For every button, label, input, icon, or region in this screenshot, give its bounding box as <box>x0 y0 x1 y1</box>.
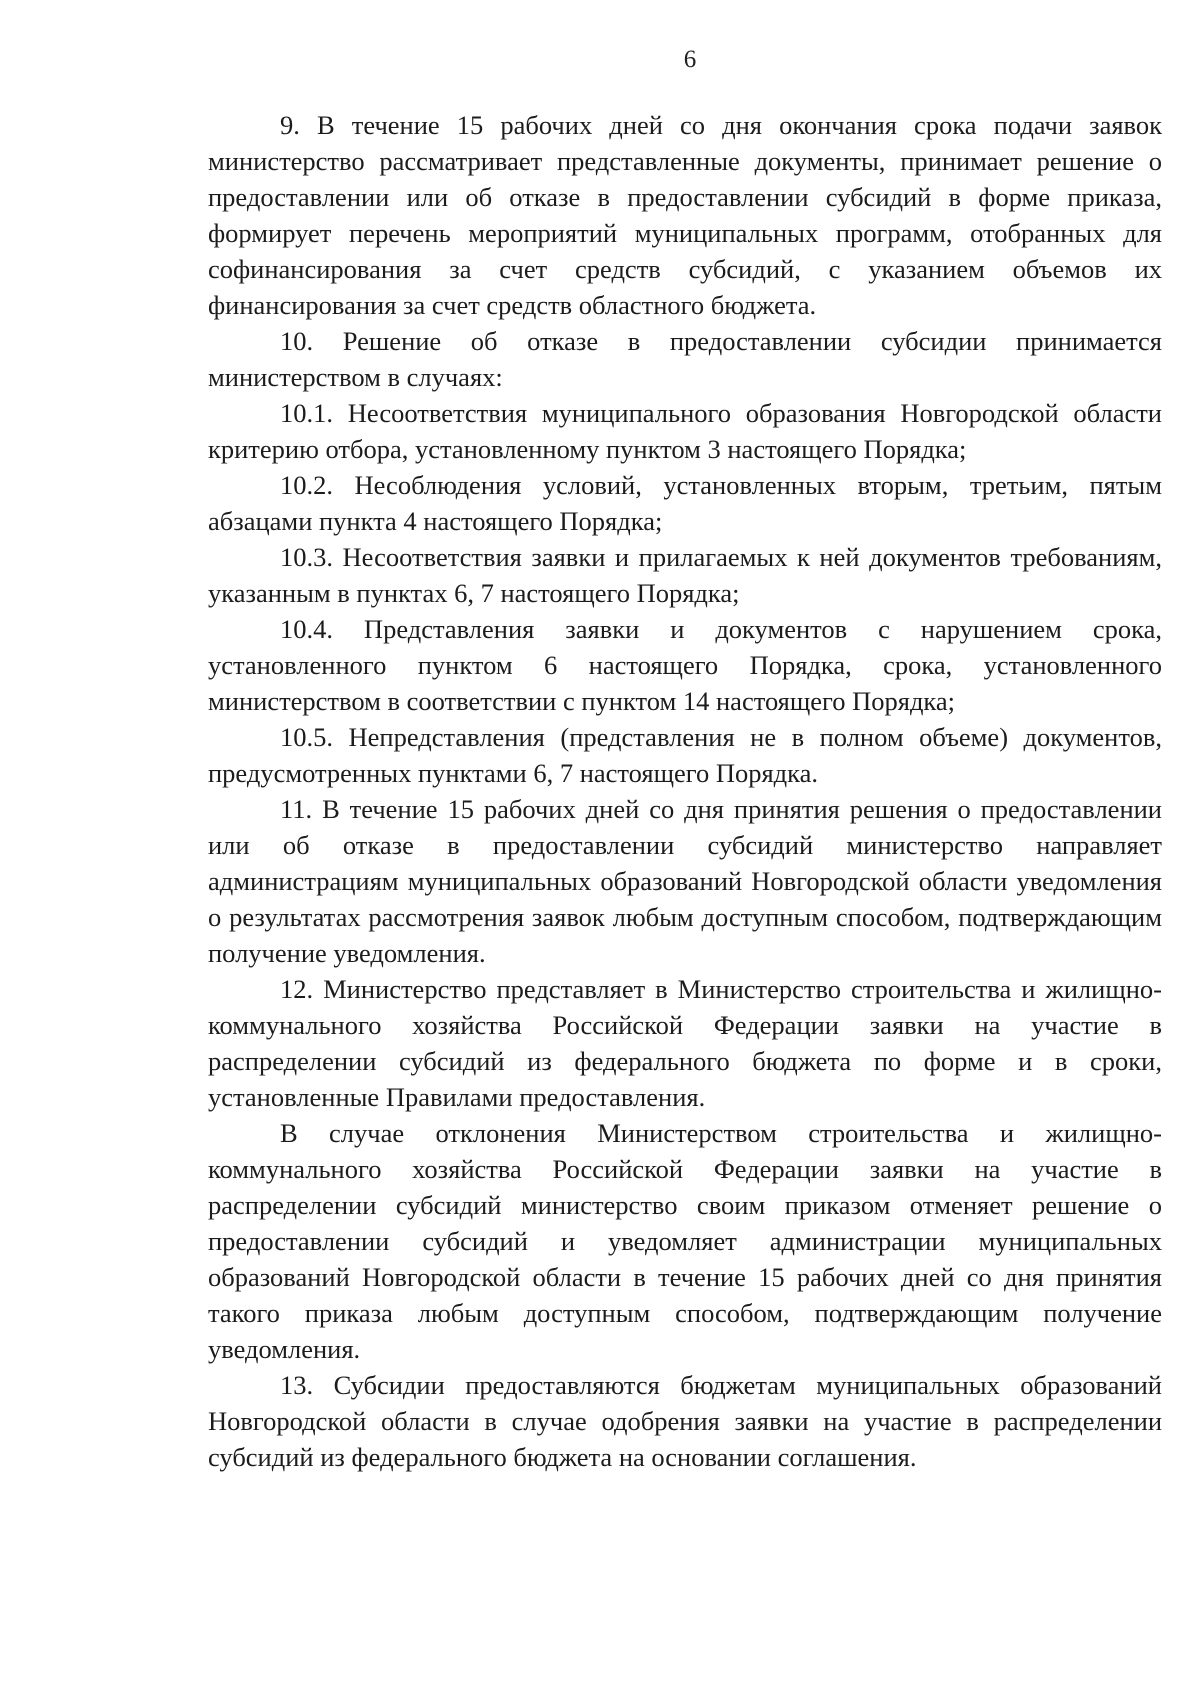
paragraph-10-2: 10.2. Несоблюдения условий, установленных вторым, третьим, пятым абзацами пункта 4 настоящего Порядка; <box>208 470 1162 536</box>
document-body <box>208 107 1162 1475</box>
paragraph-10-3: 10.3. Несоответствия заявки и прилагаемых к ней документов требованиям, указанным в пунктах 6, 7 настоящего Порядка; <box>208 542 1162 608</box>
paragraph-12: 12. Министерство представляет в Министерство строительства и жилищно-коммунального хозяйства Российской Федерации заявки на участие в распределении субсидий из федерального бюджета по форме и в сроки, установленные Правилами предоставления. <box>208 974 1162 1112</box>
paragraph-9: 9. В течение 15 рабочих дней со дня окончания срока подачи заявок министерство рассматривает представленные документы, принимает решение о предоставлении или об отказе в предоставлении субсидий в форме приказа, формирует перечень мероприятий муниципальных программ, отобранных для софинансирования за счет средств субсидий, с указанием объемов их финансирования за счет средств областного бюджета. <box>208 110 1162 320</box>
paragraph-12-continuation: В случае отклонения Министерством строительства и жилищно-коммунального хозяйства Российской Федерации заявки на участие в распределении субсидий министерство своим приказом отменяет решение о предоставлении субсидий и уведомляет администрации муниципальных образований Новгородской области в течение 15 рабочих дней со дня принятия такого приказа любым доступным способом, подтверждающим получение уведомления. <box>208 1118 1162 1364</box>
paragraph-10-1: 10.1. Несоответствия муниципального образования Новгородской области критерию отбора, установленному пунктом 3 настоящего Порядка; <box>208 398 1162 464</box>
paragraph-10-4: 10.4. Представления заявки и документов с нарушением срока, установленного пунктом 6 настоящего Порядка, срока, установленного министерством в соответствии с пунктом 14 настоящего Порядка; <box>208 614 1162 716</box>
paragraph-11: 11. В течение 15 рабочих дней со дня принятия решения о предоставлении или об отказе в предоставлении субсидий министерство направляет администрациям муниципальных образований Новгородской области уведомления о результатах рассмотрения заявок любым доступным способом, подтверждающим получение уведомления. <box>208 794 1162 968</box>
paragraph-13: 13. Субсидии предоставляются бюджетам муниципальных образований Новгородской области в случае одобрения заявки на участие в распределении субсидий из федерального бюджета на основании соглашения. <box>208 1370 1162 1472</box>
paragraph-10-5: 10.5. Непредставления (представления не в полном объеме) документов, предусмотренных пунктами 6, 7 настоящего Порядка. <box>208 722 1162 788</box>
paragraph-10: 10. Решение об отказе в предоставлении субсидии принимается министерством в случаях: <box>208 326 1162 392</box>
page-number: 6 <box>683 46 697 73</box>
